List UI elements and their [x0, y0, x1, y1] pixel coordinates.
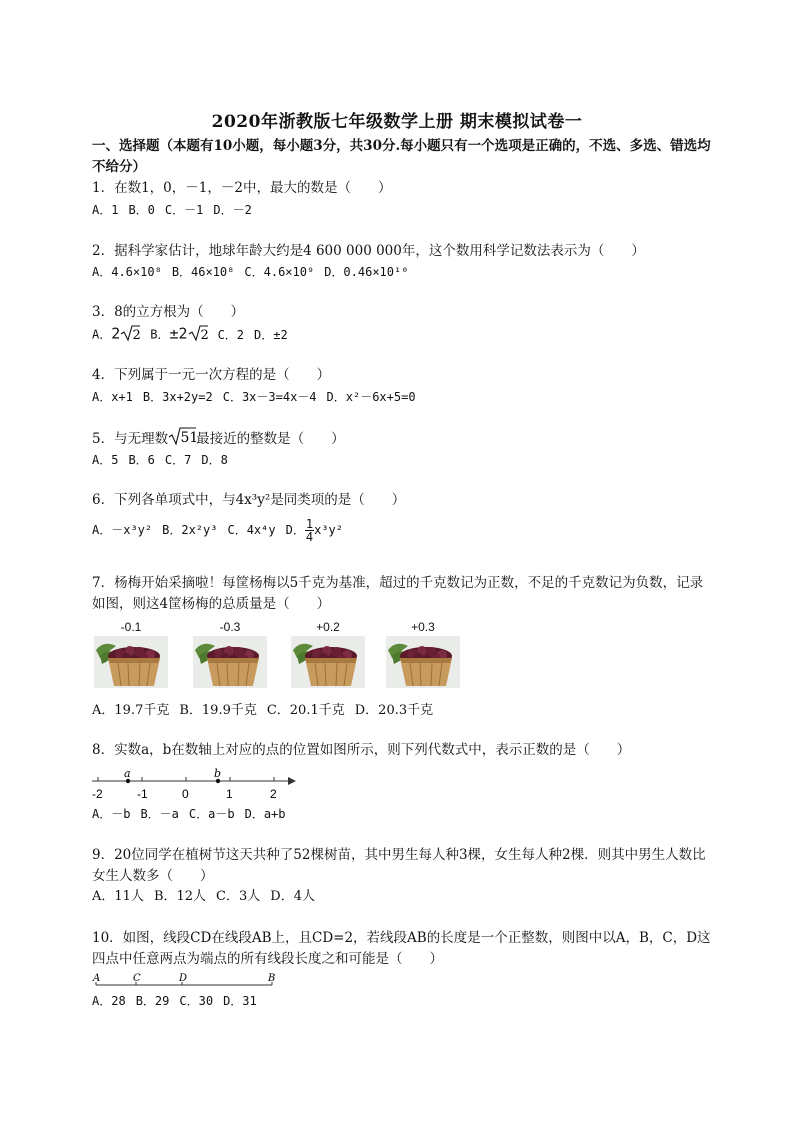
option-d[interactable]: [286, 518, 343, 543]
option-c[interactable]: C．3x－3=4x－4: [222, 390, 317, 404]
radical-sign-icon: [120, 324, 140, 342]
denominator: 4: [305, 530, 314, 544]
option-label: B．: [150, 327, 170, 342]
point-label: D: [179, 973, 188, 984]
option-a[interactable]: A．11人: [92, 889, 144, 904]
option-c[interactable]: C．－1: [164, 203, 204, 217]
option-c[interactable]: C．20.1千克: [266, 703, 345, 718]
numerator: 1: [305, 517, 314, 531]
option-a[interactable]: A．－x³y²: [92, 523, 153, 537]
question-4-options: [92, 389, 712, 405]
option-label: A．: [92, 327, 112, 342]
option-c[interactable]: C．30: [179, 994, 214, 1008]
option-d[interactable]: D．0.46×10¹⁰: [324, 265, 409, 279]
coefficient: 2: [111, 324, 121, 343]
radicand: 2: [200, 328, 209, 343]
basket-deviation: +0.3: [411, 620, 435, 634]
option-d[interactable]: D．20.3千克: [354, 703, 434, 718]
question-1-options: [92, 202, 712, 218]
tick-label: 0: [182, 787, 189, 801]
tick-label: -2: [92, 787, 103, 801]
question-3: 3．8的立方根为（ ）: [92, 304, 245, 320]
basket-deviation: +0.2: [316, 620, 340, 634]
coefficient: ±2: [169, 324, 188, 343]
question-9: 9．20位同学在植树节这天共种了52棵树苗，其中男生每人种3棵，女生每人种2棵．则其中男生人数比女生人数多（ ）: [92, 847, 706, 884]
square-root: [120, 324, 140, 346]
option-b[interactable]: [150, 324, 207, 346]
option-b[interactable]: B．19.9千克: [179, 703, 257, 718]
question-1: 1．在数1，0，－1，－2中，最大的数是（ ）: [92, 180, 392, 196]
option-b[interactable]: B．0: [128, 203, 155, 217]
question-text: 5．与无理数: [92, 431, 169, 447]
option-a[interactable]: A．x+1: [92, 390, 133, 404]
number-line-diagram: [92, 767, 302, 802]
square-root: [168, 426, 199, 453]
basket-4: [386, 620, 460, 688]
bayberry-basket-icon: [193, 636, 267, 688]
bayberry-basket-icon: [386, 636, 460, 688]
bayberry-basket-icon: [94, 636, 168, 688]
arrow-right-icon: [288, 777, 296, 785]
option-d[interactable]: D．31: [223, 994, 257, 1008]
option-b[interactable]: B．－a: [140, 807, 179, 821]
point-label: C: [133, 973, 141, 984]
question-6-options: [92, 518, 712, 543]
section-heading: 一、选择题（本题有10小题，每小题3分，共30分.每小题只有一个选项是正确的，不选、多选、错选均不给分）: [92, 138, 711, 175]
option-d[interactable]: D．x²－6x+5=0: [326, 390, 416, 404]
square-root: [188, 324, 208, 346]
option-b[interactable]: B．12人: [153, 889, 207, 904]
question-3-options: [92, 324, 712, 346]
question-2: 2．据科学家估计，地球年龄大约是4 600 000 000年，这个数用科学记数法表示为（ ）: [92, 243, 645, 259]
option-c[interactable]: C．4.6×10⁹: [244, 265, 315, 279]
option-a[interactable]: A．28: [92, 994, 126, 1008]
option-d[interactable]: D．±2: [254, 327, 288, 342]
option-b[interactable]: B．29: [135, 994, 170, 1008]
option-c[interactable]: C．7: [164, 453, 192, 467]
option-a[interactable]: A．4.6×10⁸: [92, 265, 162, 279]
tick-label: 1: [226, 787, 233, 801]
option-c[interactable]: C．4x⁴y: [227, 523, 276, 537]
question-4: 4．下列属于一元一次方程的是（ ）: [92, 367, 331, 383]
point-a-label: a: [124, 767, 131, 780]
option-b[interactable]: B．2x²y³: [162, 523, 218, 537]
option-c[interactable]: C．3人: [216, 889, 261, 904]
question-6: 6．下列各单项式中，与4x³y²是同类项的是（ ）: [92, 492, 406, 508]
option-d[interactable]: D．a+b: [244, 807, 286, 821]
option-a[interactable]: A．5: [92, 453, 119, 467]
question-10-options: [92, 993, 712, 1009]
basket-3: [291, 620, 365, 688]
option-a[interactable]: A．1: [92, 203, 119, 217]
option-d[interactable]: D．4人: [270, 889, 315, 904]
radical-sign-icon: [168, 426, 199, 446]
page-title: 2020年浙教版七年级数学上册 期末模拟试卷一: [211, 112, 583, 132]
radicand: 51: [180, 430, 199, 446]
question-7-options: [92, 703, 712, 719]
radicand: 2: [132, 328, 142, 343]
question-text: 最接近的整数是（ ）: [196, 431, 345, 447]
radical-sign-icon: [188, 324, 208, 342]
option-a[interactable]: A．－b: [92, 807, 131, 821]
fraction: [305, 518, 314, 543]
question-10: 10．如图，线段CD在线段AB上，且CD=2，若线段AB的长度是一个正整数，则图中以A，B，C，D这四点中任意两点为端点的所有线段长度之和可能是（ ）: [92, 930, 711, 967]
line-segment-diagram: [92, 972, 282, 992]
option-d[interactable]: D．－2: [213, 203, 252, 217]
question-5-options: [92, 452, 712, 468]
question-5: [92, 426, 712, 453]
question-8: 8．实数a，b在数轴上对应的点的位置如图所示，则下列代数式中，表示正数的是（ ）: [92, 742, 631, 758]
basket-2: [193, 620, 267, 688]
option-d[interactable]: D．8: [201, 453, 228, 467]
option-c[interactable]: C．a－b: [188, 807, 235, 821]
question-2-options: [92, 264, 712, 280]
option-a[interactable]: [92, 324, 140, 346]
option-b[interactable]: B．6: [128, 453, 155, 467]
option-label: D．: [285, 523, 305, 537]
point-label: B: [268, 973, 276, 984]
question-7: 7．杨梅开始采摘啦！每筐杨梅以5千克为基准，超过的千克数记为正数，不足的千克数记为负数，记录如图，则这4筐杨梅的总质量是（ ）: [92, 575, 704, 612]
tick-label: -1: [137, 787, 148, 801]
bayberry-basket-icon: [291, 636, 365, 688]
option-b[interactable]: B．46×10⁸: [171, 265, 235, 279]
basket-1: [94, 620, 168, 688]
point-label: A: [93, 973, 101, 984]
point-b-label: b: [214, 767, 222, 780]
option-a[interactable]: A．19.7千克: [92, 703, 170, 718]
tick-label: 2: [270, 787, 277, 801]
option-c[interactable]: C．2: [217, 327, 245, 342]
option-b[interactable]: B．3x+2y=2: [142, 390, 213, 404]
question-8-options: [92, 806, 712, 822]
basket-deviation: -0.1: [120, 620, 142, 634]
basket-deviation: -0.3: [219, 620, 241, 634]
question-9-options: [92, 889, 712, 905]
monomial: x³y²: [314, 523, 343, 537]
